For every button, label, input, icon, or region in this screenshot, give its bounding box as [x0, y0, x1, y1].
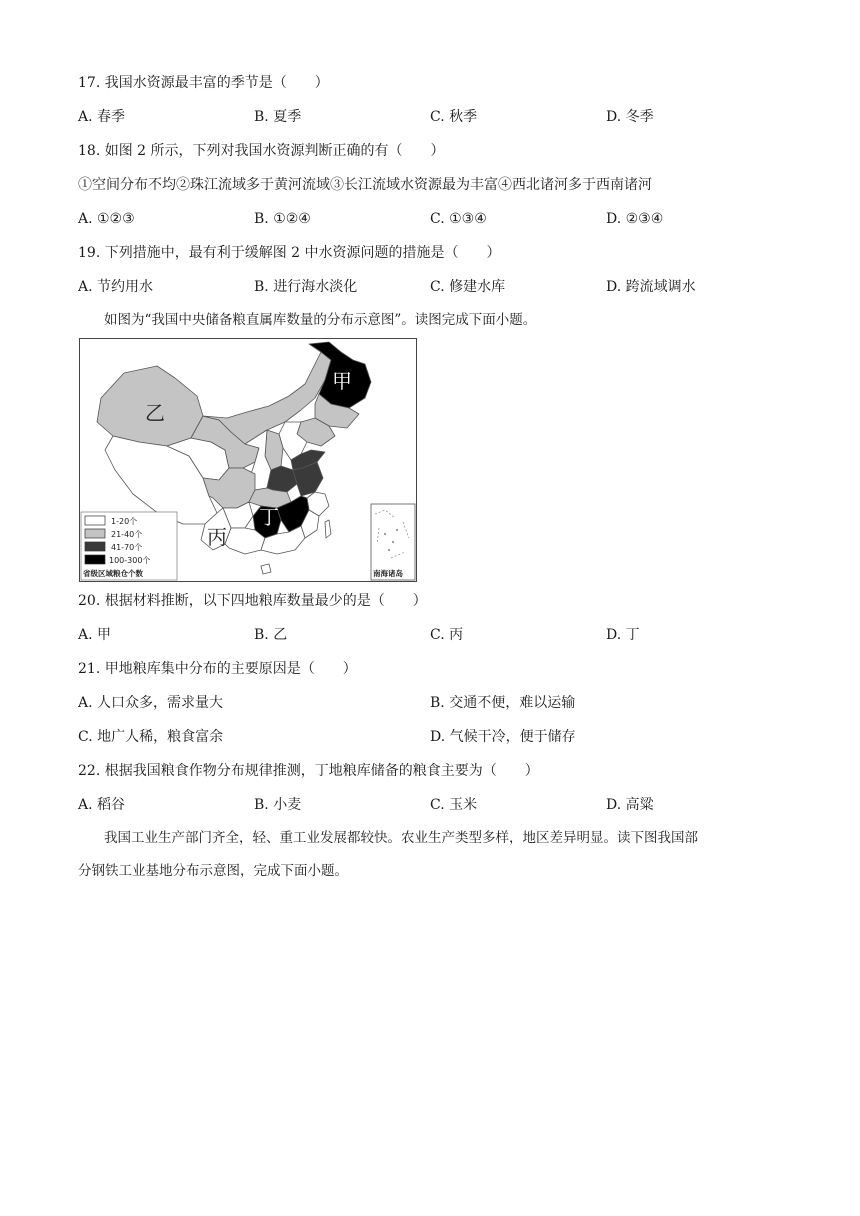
- legend-3: 41-70个: [111, 543, 143, 552]
- region-henan: [267, 466, 297, 492]
- legend-4: 100-300个: [109, 556, 151, 565]
- region-hainan: [261, 564, 271, 574]
- q22-option-b[interactable]: B. 小麦: [254, 797, 302, 813]
- industry-intro-line2: 分钢铁工业基地分布示意图，完成下面小题。: [78, 863, 348, 879]
- q21-option-d[interactable]: D. 气候干冷，便于储存: [430, 729, 576, 745]
- south-china-sea-inset: [371, 504, 415, 580]
- q18-option-b[interactable]: B. ①②④: [254, 211, 311, 227]
- q19-option-c[interactable]: C. 修建水库: [430, 279, 506, 295]
- q17-option-b[interactable]: B. 夏季: [254, 109, 302, 125]
- question-18-statements: ①空间分布不均②珠江流域多于黄河流域③长江流域水资源最为丰富④西北诸河多于西南诸河: [78, 177, 652, 193]
- q21-option-c[interactable]: C. 地广人稀，粮食富余: [78, 729, 224, 745]
- q18-option-d[interactable]: D. ②③④: [606, 211, 664, 227]
- q22-option-a[interactable]: A. 稻谷: [78, 797, 126, 813]
- question-22-stem: 22. 根据我国粮食作物分布规律推测，丁地粮库储备的粮食主要为（ ）: [78, 763, 539, 779]
- inset-label: 南海诸岛: [373, 569, 403, 578]
- label-jia: 甲: [332, 369, 352, 393]
- q19-option-b[interactable]: B. 进行海水淡化: [254, 279, 358, 295]
- q20-option-d[interactable]: D. 丁: [606, 627, 640, 643]
- q22-option-c[interactable]: C. 玉米: [430, 797, 478, 813]
- label-yi: 乙: [145, 401, 165, 425]
- legend-1: 1-20个: [111, 517, 138, 526]
- q17-option-a[interactable]: A. 春季: [78, 109, 126, 125]
- legend-2: 21-40个: [111, 530, 143, 539]
- q20-option-a[interactable]: A. 甲: [78, 627, 112, 643]
- q19-option-a[interactable]: A. 节约用水: [78, 279, 154, 295]
- legend-title: 省级区域粮仓个数: [83, 569, 143, 578]
- q20-option-c[interactable]: C. 丙: [430, 627, 464, 643]
- question-21-stem: 21. 甲地粮库集中分布的主要原因是（ ）: [78, 661, 357, 677]
- q21-option-b[interactable]: B. 交通不便，难以运输: [430, 695, 576, 711]
- q17-option-c[interactable]: C. 秋季: [430, 109, 478, 125]
- q17-option-d[interactable]: D. 冬季: [606, 109, 654, 125]
- industry-intro-line1: 我国工业生产部门齐全，轻、重工业发展都较快。农业生产类型多样，地区差异明显。读下图我国部: [104, 830, 698, 846]
- q22-option-d[interactable]: D. 高粱: [606, 797, 654, 813]
- map-intro-text: 如图为“我国中央储备粮直属库数量的分布示意图”。读图完成下面小题。: [104, 312, 537, 328]
- question-17-stem: 17. 我国水资源最丰富的季节是（ ）: [78, 75, 329, 91]
- question-18-stem: 18. 如图 2 所示，下列对我国水资源判断正确的有（ ）: [78, 143, 445, 159]
- label-bing: 丙: [207, 525, 227, 549]
- question-19-stem: 19. 下列措施中，最有利于缓解图 2 中水资源问题的措施是（ ）: [78, 245, 501, 261]
- grain-depot-distribution-map: [79, 338, 417, 582]
- question-20-stem: 20. 根据材料推断，以下四地粮库数量最少的是（ ）: [78, 593, 427, 609]
- label-ding: 丁: [259, 505, 279, 529]
- q19-option-d[interactable]: D. 跨流域调水: [606, 279, 696, 295]
- q18-option-a[interactable]: A. ①②③: [78, 211, 135, 227]
- q20-option-b[interactable]: B. 乙: [254, 627, 288, 643]
- q18-option-c[interactable]: C. ①③④: [430, 211, 487, 227]
- q21-option-a[interactable]: A. 人口众多，需求量大: [78, 695, 224, 711]
- map-legend: [81, 512, 177, 580]
